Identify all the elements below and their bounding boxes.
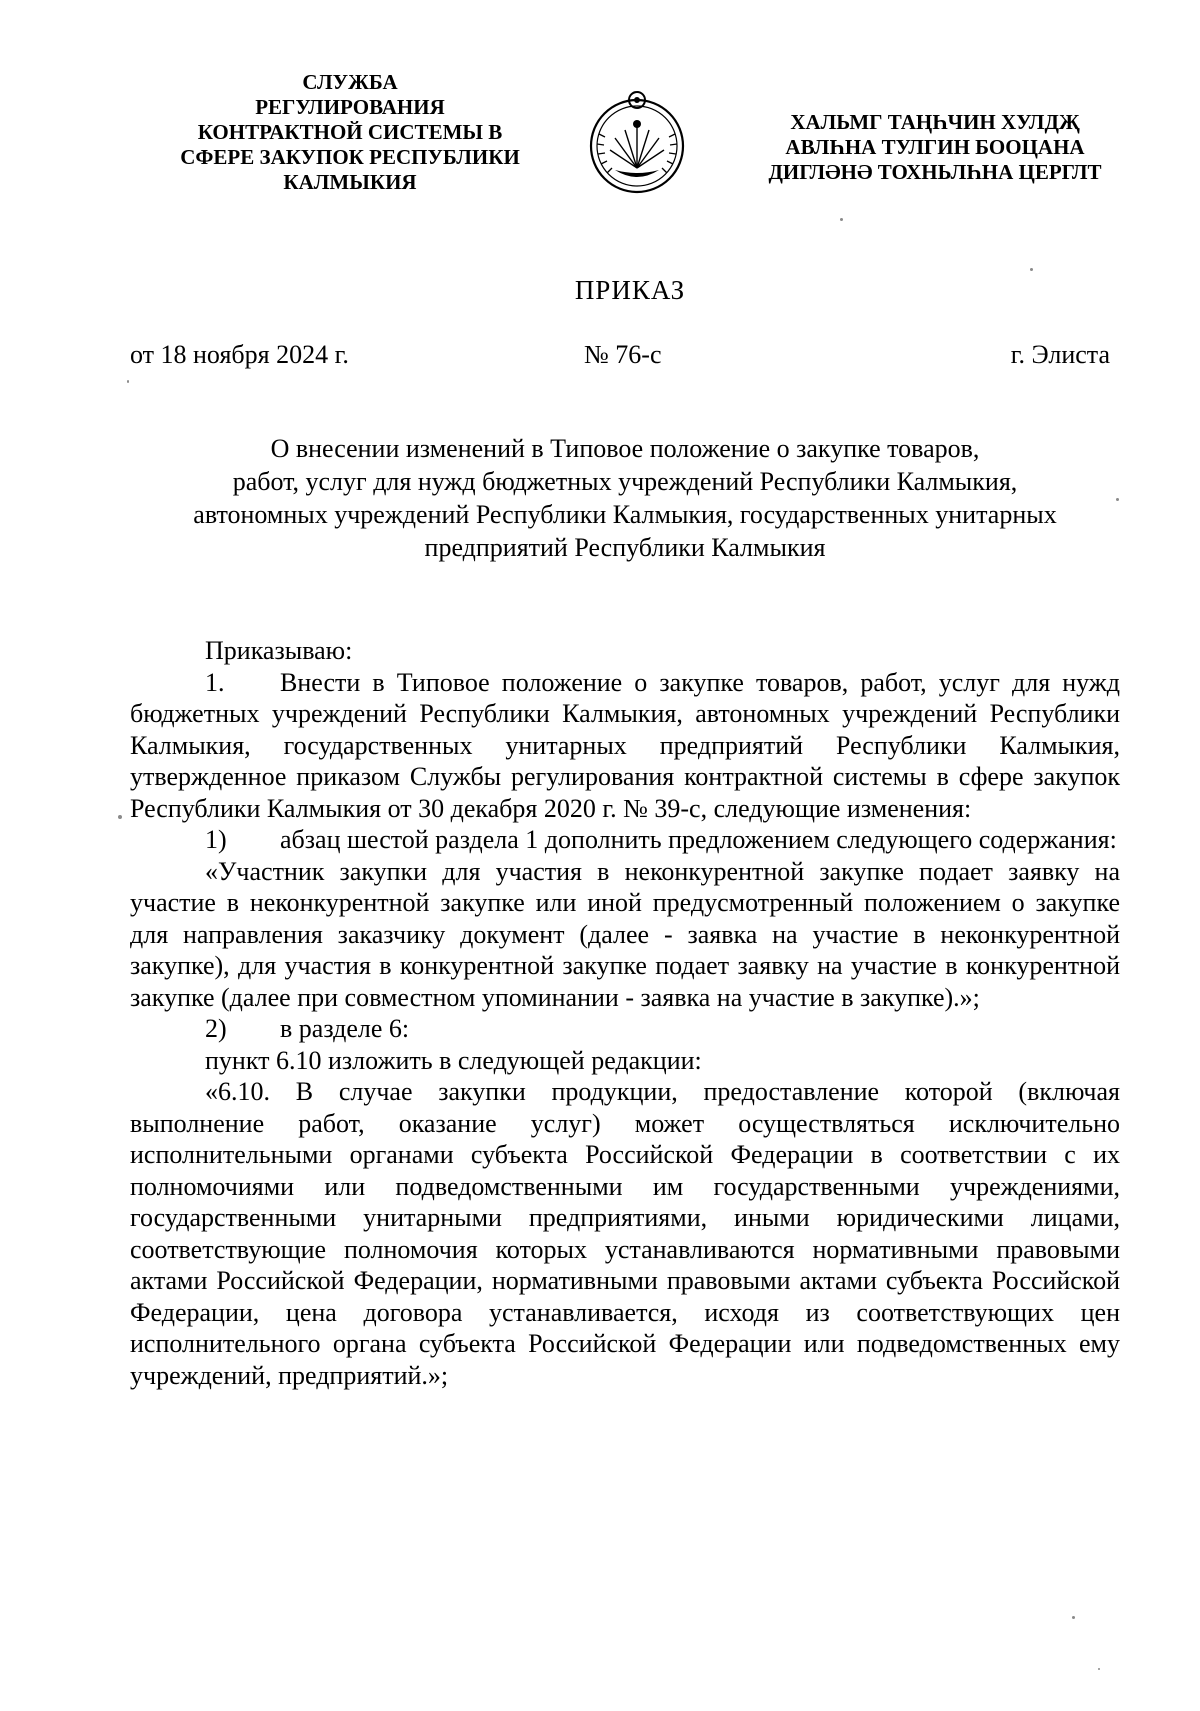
document-number: № 76-с xyxy=(584,340,662,369)
scan-speck xyxy=(127,380,129,383)
org-ru-line: КАЛМЫКИЯ xyxy=(283,170,417,194)
scan-speck xyxy=(1098,1668,1100,1670)
order-subitem-2 xyxy=(130,1013,1120,1045)
quoted-text-1: «Участник закупки для участия в неконкурентной закупке подает заявку на участие в неконкурентной закупке или иной предусмотренный положением о закупке для направления заказчику документ (далее - заявка на участие в неконкурентной закупке), для участия в конкурентной закупке подает заявку на участие в конкурентной закупке (далее при совместном упоминании - заявка на участие в закупке).»; xyxy=(130,856,1120,1012)
org-ru-line: СЛУЖБА xyxy=(302,70,398,94)
document-meta xyxy=(130,340,1110,380)
point-intro: пункт 6.10 изложить в следующей редакции: xyxy=(205,1045,702,1075)
quoted-text-2: «6.10. В случае закупки продукции, предоставление которой (включая выполнение работ, оказание услуг) может осуществляться исключительно исполнительными органами субъекта Российской Федерации в соответствии с их полномочиями или подведомственными им государственными учреждениями, государственными унитарными предприятиями, иными юридическими лицами, соответствующие полномочия которых устанавливаются нормативными правовыми актами Российской Федерации, нормативными правовыми актами субъекта Российской Федерации, цена договора устанавливается, исходя из соответствующих цен исполнительного органа субъекта Российской Федерации или подведомственных ему учреждений, предприятий.»; xyxy=(130,1077,1120,1390)
org-ru-line: РЕГУЛИРОВАНИЯ xyxy=(255,95,445,119)
org-kalm-line: ДИГЛӘНӘ ТОХНЬЛҺНА ЦЕРГЛТ xyxy=(768,160,1102,184)
document-city: г. Элиста xyxy=(1010,340,1110,369)
item-text: в разделе 6: xyxy=(280,1014,410,1043)
scan-speck xyxy=(1116,498,1119,501)
organization-name-kalmyk xyxy=(735,110,1135,185)
document-body xyxy=(130,635,1120,1391)
organization-name-russian xyxy=(160,70,540,195)
scan-speck xyxy=(1030,268,1033,271)
item-text: Внести в Типовое положение о закупке товаров, работ, услуг для нужд бюджетных учреждений Республики Калмыкия, автономных учреждений Республики Калмыкия, государственных унитарных предприятий Республики Калмыкия, утвержденное приказом Службы регулирования контрактной системы в сфере закупок Республики Калмыкия от 30 декабря 2020 г. № 39-с, следующие изменения: xyxy=(130,667,1120,823)
title-line: О внесении изменений в Типовое положение о закупке товаров, xyxy=(270,434,980,463)
org-ru-line: СФЕРЕ ЗАКУПОК РЕСПУБЛИКИ xyxy=(180,145,520,169)
org-kalm-line: АВЛҺНА ТУЛГИН БООЦАНА xyxy=(785,135,1085,159)
document-type: ПРИКАЗ xyxy=(574,275,686,305)
coat-of-arms-icon xyxy=(585,88,689,196)
org-kalm-line: ХАЛЬМГ ТАҢҺЧИН ХУЛДҖ xyxy=(790,110,1080,134)
order-subitem-1 xyxy=(130,824,1120,856)
scan-speck xyxy=(118,815,122,819)
title-line: работ, услуг для нужд бюджетных учреждений Республики Калмыкия, xyxy=(232,467,1018,496)
org-ru-line: КОНТРАКТНОЙ СИСТЕМЫ В xyxy=(197,120,503,144)
item-marker: 1) xyxy=(205,825,227,854)
title-line: автономных учреждений Республики Калмыкия, государственных унитарных xyxy=(193,500,1057,529)
title-line: предприятий Республики Калмыкия xyxy=(424,533,826,562)
document-date: от 18 ноября 2024 г. xyxy=(130,340,349,369)
item-marker: 1. xyxy=(205,667,225,697)
item-marker: 2) xyxy=(205,1014,227,1043)
order-item-1 xyxy=(130,667,1120,825)
document-title xyxy=(130,432,1120,564)
scan-speck xyxy=(840,218,843,221)
order-intro: Приказываю: xyxy=(205,636,353,665)
item-text: абзац шестой раздела 1 дополнить предложением следующего содержания: xyxy=(280,825,1117,854)
scan-speck xyxy=(1072,1616,1075,1619)
letterhead xyxy=(0,70,1200,230)
